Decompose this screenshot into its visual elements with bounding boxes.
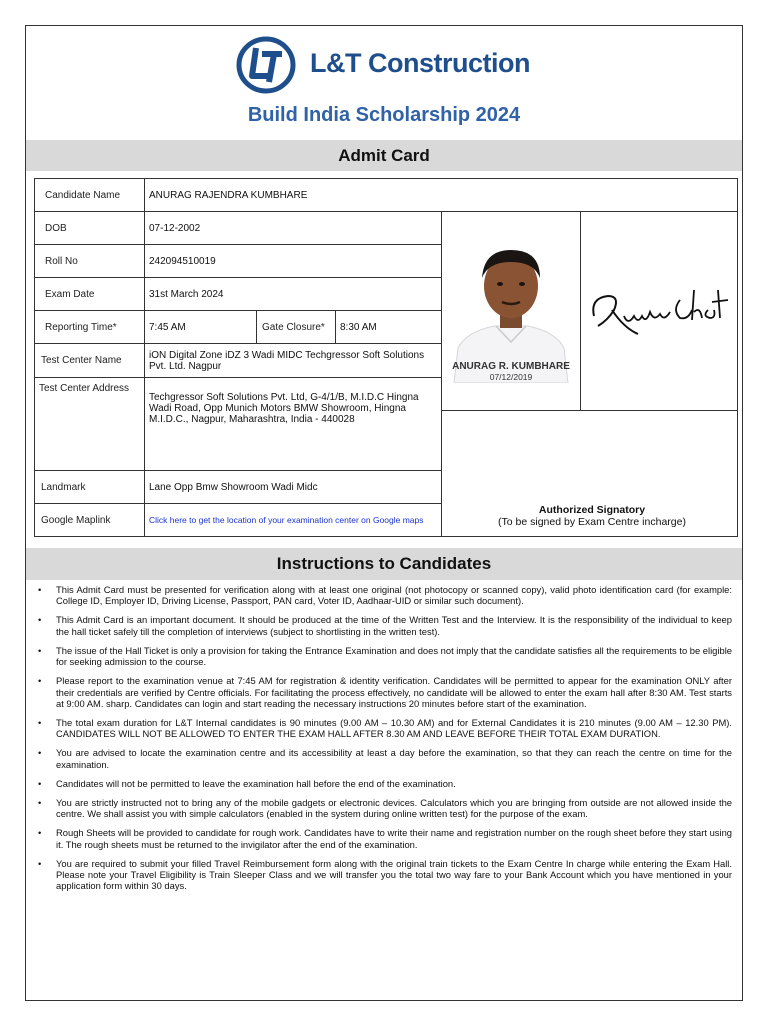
test-center-address-label: Test Center Address xyxy=(34,377,145,471)
authorized-signatory xyxy=(442,504,742,528)
instructions-list xyxy=(30,584,732,899)
logo-text: L&T Construction xyxy=(310,48,530,78)
google-maplink[interactable]: Click here to get the location of your examination center on Google maps xyxy=(149,515,424,525)
photo-caption-date: 07/12/2019 xyxy=(489,372,533,382)
google-maplink-label: Google Maplink xyxy=(34,503,145,537)
google-maplink-cell xyxy=(144,503,442,537)
lt-emblem-icon xyxy=(236,36,298,94)
instruction-item: • The total exam duration for L&T Internal candidates is 90 minutes (9.00 AM – 10.30 AM) and for External Candidates it is 210 minutes (9.00 AM – 12.30 PM). CANDIDATES WILL NOT BE ALLOWED TO ENTER THE EXAM HALL AFTER 8.30 AM AND LEAVE BEFORE THEIR TOTAL EXAM DURATION. xyxy=(38,717,732,740)
authorized-subtitle: (To be signed by Exam Centre incharge) xyxy=(498,516,686,528)
candidate-signature-icon xyxy=(584,276,734,346)
lt-logo xyxy=(236,36,536,94)
instruction-item: • Please report to the examination venue at 7:45 AM for registration & identity verification. Candidates will be permitted to appear for the examination ONLY after their credentials are verified by Centre officials. For facilitating the process effectively, no candidate will be allowed to enter the exam hall after 8:30 AM. Test starts at 9:00 AM. sharp. Candidates can login and start reading the necessary instructions 20 minutes before start of the examination. xyxy=(38,675,732,710)
scholarship-title: Build India Scholarship 2024 xyxy=(247,104,521,126)
exam-date-value: 31st March 2024 xyxy=(144,277,442,311)
instruction-item: • This Admit Card must be presented for verification along with at least one original (not photocopy or scanned copy), valid photo identification card (for example: College ID, Employer ID, Driving License, Passport, PAN card, Voter ID, Aadhaar-UID or similar such document). xyxy=(38,584,732,607)
reporting-time-value: 7:45 AM xyxy=(144,310,257,344)
instruction-item: • This Admit Card is an important document. It should be produced at the time of the Written Test and the Interview. It is the responsibility of the individual to keep the hall ticket safely till the completion of interviews (subject to shortlisting in the written test). xyxy=(38,614,732,637)
dob-label: DOB xyxy=(34,211,145,245)
test-center-name-value: iON Digital Zone iDZ 3 Wadi MIDC Techgressor Soft Solutions Pvt. Ltd. Nagpur xyxy=(144,343,442,378)
gate-closure-value: 8:30 AM xyxy=(335,310,442,344)
reporting-time-label: Reporting Time* xyxy=(34,310,145,344)
instruction-item: • You are required to submit your filled Travel Reimbursement form along with the original train tickets to the Exam Centre In charge while entering the Exam Hall. Please note your Travel Eligibility is Train Sleeper Class and we will transfer you the total two way fare to your Bank Account which you have mentioned in your application form within 30 days. xyxy=(38,857,732,892)
test-center-address-value: Techgressor Soft Solutions Pvt. Ltd, G-4/1/B, M.I.D.C Hingna Wadi Road, Opp Munich Motors BMW Showroom, Hingna M.I.D.C., Nagpur, Maharashtra, India - 440028 xyxy=(144,377,442,471)
instruction-item: • You are advised to locate the examination centre and its accessibility at least a day before the examination, so that they can reach the centre on time for the examination. xyxy=(38,747,732,770)
photo-caption-name: ANURAG R. KUMBHARE xyxy=(452,361,570,372)
roll-no-label: Roll No xyxy=(34,244,145,278)
test-center-name-label: Test Center Name xyxy=(34,343,145,378)
admit-card-heading: Admit Card xyxy=(26,140,742,171)
exam-date-label: Exam Date xyxy=(34,277,145,311)
landmark-value: Lane Opp Bmw Showroom Wadi Midc xyxy=(144,470,442,504)
gate-closure-label: Gate Closure* xyxy=(256,310,336,344)
landmark-label: Landmark xyxy=(34,470,145,504)
instructions-heading: Instructions to Candidates xyxy=(26,548,742,580)
authorized-title: Authorized Signatory xyxy=(538,504,646,516)
instruction-item: • You are strictly instructed not to bring any of the mobile gadgets or electronic devices. Calculators which you are bringing from outside are not allowed inside the centre. We shall assist you with simple calculators (enabled in the system during online written test) for the purpose of the exam. xyxy=(38,796,732,820)
roll-no-value: 242094510019 xyxy=(144,244,442,278)
instruction-item: • Candidates will not be permitted to leave the examination hall before the end of the examination. xyxy=(38,777,456,789)
instruction-item: • The issue of the Hall Ticket is only a provision for taking the Entrance Examination and does not imply that the candidate satisfies all the requirements to be eligible for seeking admission to the course. xyxy=(38,644,732,668)
instruction-item: • Rough Sheets will be provided to candidate for rough work. Candidates have to write their name and registration number on the rough sheet before they start using it. The rough sheets must be returned to the invigilator after the end of the examination. xyxy=(38,827,732,850)
candidate-name-label: Candidate Name xyxy=(34,178,145,212)
dob-value: 07-12-2002 xyxy=(144,211,442,245)
candidate-name-value: ANURAG RAJENDRA KUMBHARE xyxy=(144,178,738,212)
